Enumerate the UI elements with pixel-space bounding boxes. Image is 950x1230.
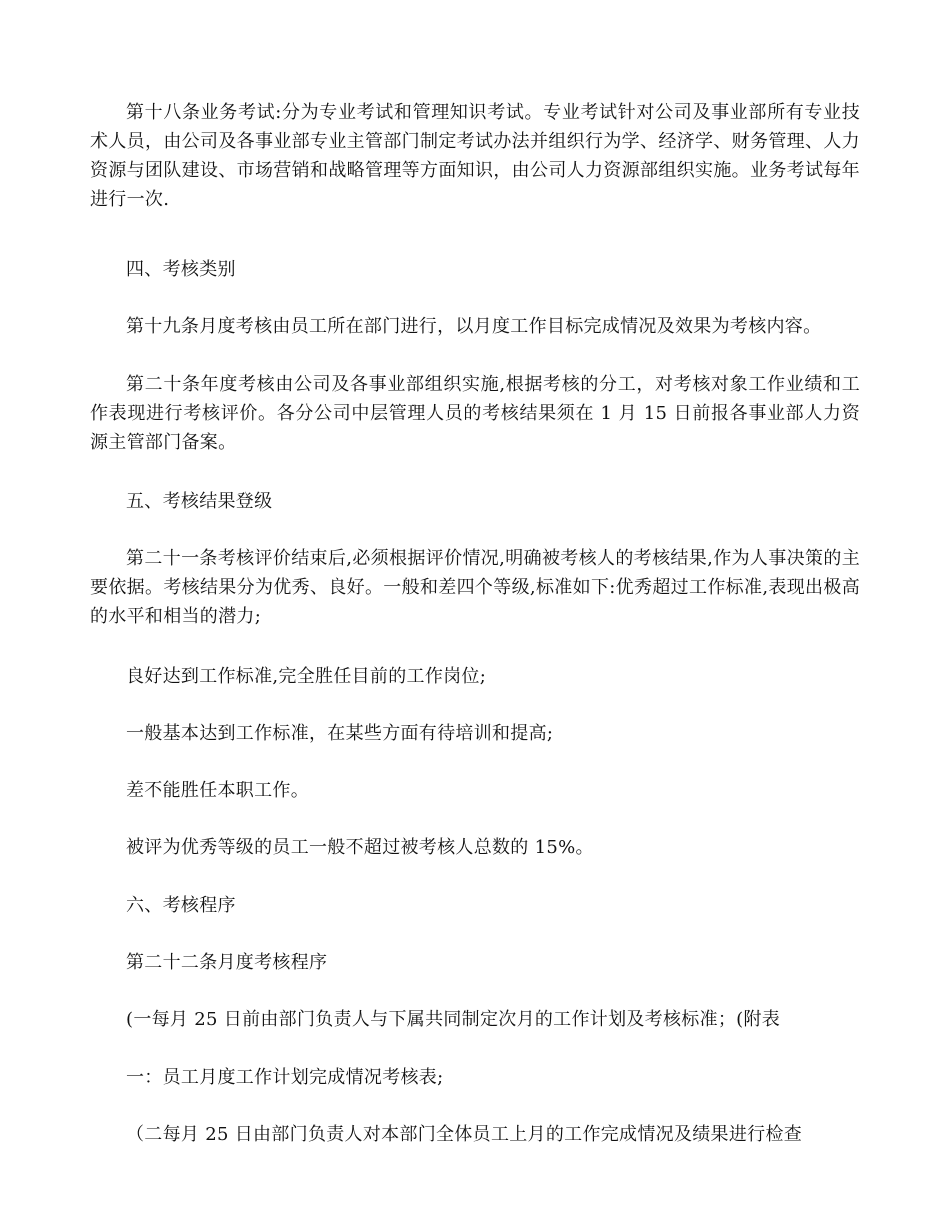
paragraph-excellent-quota: 被评为优秀等级的员工一般不超过被考核人总数的 15%。	[126, 837, 594, 858]
paragraph-procedure-1: (一每月 25 日前由部门负责人与下属共同制定次月的工作计划及考核标准；(附表	[126, 1009, 781, 1030]
paragraph-article-21: 第二十一条考核评价结束后,必须根据评价情况,明确被考核人的考核结果,作为人事决策的主要依据。考核结果分为优秀、良好。一般和差四个等级,标准如下:优秀超过工作标准,表现出极高的水平和相当的潜力;	[90, 548, 860, 627]
section-heading-5: 五、考核结果登级	[126, 491, 273, 512]
paragraph-article-22: 第二十二条月度考核程序	[126, 952, 328, 973]
paragraph-article-19: 第十九条月度考核由员工所在部门进行，以月度工作目标完成情况及效果为考核内容。	[126, 316, 822, 337]
section-heading-4: 四、考核类别	[126, 259, 236, 280]
paragraph-article-18: 第十八条业务考试:分为专业考试和管理知识考试。专业考试针对公司及事业部所有专业技术人员，由公司及各事业部专业主管部门制定考试办法并组织行为学、经济学、财务管理、人力资源与团队建设、市场营销和战略管理等方面知识，由公司人力资源部组织实施。业务考试每年进行一次.	[90, 102, 860, 210]
paragraph-grade-good: 良好达到工作标准,完全胜任目前的工作岗位;	[126, 666, 487, 687]
paragraph-grade-poor: 差不能胜任本职工作。	[126, 780, 309, 801]
paragraph-grade-average: 一般基本达到工作标准，在某些方面有待培训和提高;	[126, 723, 554, 744]
section-heading-6: 六、考核程序	[126, 895, 236, 916]
paragraph-attachment-1: 一：员工月度工作计划完成情况考核表;	[126, 1067, 444, 1088]
paragraph-article-20: 第二十条年度考核由公司及各事业部组织实施,根据考核的分工，对考核对象工作业绩和工作表现进行考核评价。各分公司中层管理人员的考核结果须在 1 月 15 日前报各事业部人力资源主管部门备案。	[90, 374, 860, 453]
paragraph-procedure-2: （二每月 25 日由部门负责人对本部门全体员工上月的工作完成情况及绩果进行检查	[126, 1124, 803, 1145]
